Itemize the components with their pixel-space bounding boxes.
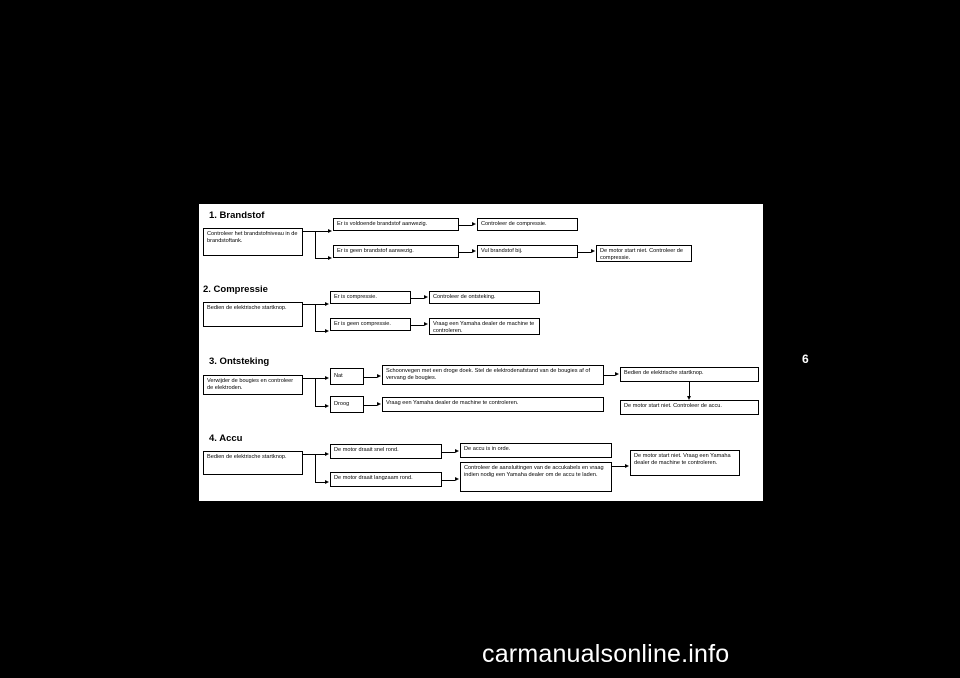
arrow-compressie-d xyxy=(411,298,424,299)
arrowhead-compressie-1 xyxy=(325,302,329,306)
box-brandstof-result-1: Controleer de compressie. xyxy=(477,218,578,231)
page-number: 6 xyxy=(802,352,809,366)
box-brandstof-start: Controleer het brandstofniveau in de brandstoftank. xyxy=(203,228,303,256)
arrow-compressie-b xyxy=(315,304,316,331)
arrowhead-compressie-2 xyxy=(325,329,329,333)
box-ontsteking-cond-2: Droog xyxy=(330,396,364,413)
arrowhead-brandstof-4 xyxy=(472,249,476,253)
arrowhead-ontsteking-4 xyxy=(377,402,381,406)
box-compressie-result-1: Controleer de ontsteking. xyxy=(429,291,540,304)
arrowhead-accu-2 xyxy=(325,480,329,484)
arrowhead-compressie-3 xyxy=(424,295,428,299)
arrow-brandstof-e xyxy=(459,252,472,253)
arrow-accu-f xyxy=(612,466,625,467)
arrowhead-ontsteking-5 xyxy=(615,372,619,376)
box-ontsteking-final-1: Bedien de elektrische startknop. xyxy=(620,367,759,382)
arrowhead-brandstof-1 xyxy=(328,229,332,233)
box-compressie-cond-2: Er is geen compressie. xyxy=(330,318,411,331)
box-accu-result-2: Controleer de aansluitingen van de accukabels en vraag indien nodig een Yamaha dealer om de accu te laden. xyxy=(460,462,612,492)
arrow-compressie-a xyxy=(303,304,325,305)
arrowhead-brandstof-3 xyxy=(472,222,476,226)
arrowhead-accu-5 xyxy=(625,464,629,468)
arrowhead-ontsteking-2 xyxy=(325,404,329,408)
arrowhead-accu-4 xyxy=(455,477,459,481)
arrowhead-brandstof-2 xyxy=(328,256,332,260)
arrow-ontsteking-c xyxy=(315,406,325,407)
troubleshooting-diagram-panel xyxy=(199,204,763,501)
arrow-accu-c xyxy=(315,482,325,483)
arrowhead-ontsteking-1 xyxy=(325,376,329,380)
box-brandstof-cond-2: Er is geen brandstof aanwezig. xyxy=(333,245,459,258)
arrow-ontsteking-a xyxy=(303,378,325,379)
arrowhead-accu-1 xyxy=(325,452,329,456)
arrow-brandstof-d xyxy=(459,225,472,226)
arrow-ontsteking-e xyxy=(364,405,377,406)
box-accu-start: Bedien de elektrische startknop. xyxy=(203,451,303,475)
box-ontsteking-result-2: Vraag een Yamaha dealer de machine te controleren. xyxy=(382,397,604,412)
box-ontsteking-result-1: Schoonvegen met een droge doek. Stel de elektrodenafstand van de bougies af of vervang de bougies. xyxy=(382,365,604,385)
arrow-ontsteking-b xyxy=(315,378,316,406)
section-title-accu: 4. Accu xyxy=(209,433,243,444)
site-watermark: carmanualsonline.info xyxy=(482,640,730,668)
box-accu-result-1: De accu is in orde. xyxy=(460,443,612,458)
arrow-ontsteking-d xyxy=(364,377,377,378)
arrow-ontsteking-g xyxy=(689,382,690,396)
section-title-brandstof: 1. Brandstof xyxy=(209,210,265,221)
box-brandstof-final: De motor start niet. Controleer de compressie. xyxy=(596,245,692,262)
arrow-brandstof-f xyxy=(578,252,591,253)
box-ontsteking-cond-1: Nat xyxy=(330,368,364,385)
section-title-ontsteking: 3. Ontsteking xyxy=(209,356,270,367)
arrow-accu-d xyxy=(442,452,455,453)
arrow-compressie-e xyxy=(411,325,424,326)
box-brandstof-result-2: Vul brandstof bij. xyxy=(477,245,578,258)
box-accu-cond-2: De motor draait langzaam rond. xyxy=(330,472,442,487)
section-title-compressie: 2. Compressie xyxy=(203,284,268,295)
box-accu-cond-1: De motor draait snel rond. xyxy=(330,444,442,459)
arrow-ontsteking-f xyxy=(604,375,615,376)
box-compressie-cond-1: Er is compressie. xyxy=(330,291,411,304)
arrow-brandstof-b xyxy=(315,231,316,258)
arrow-accu-b xyxy=(315,454,316,482)
box-brandstof-cond-1: Er is voldoende brandstof aanwezig. xyxy=(333,218,459,231)
box-ontsteking-final-2: De motor start niet. Controleer de accu. xyxy=(620,400,759,415)
arrow-compressie-c xyxy=(315,331,325,332)
box-accu-final: De motor start niet. Vraag een Yamaha dealer de machine te controleren. xyxy=(630,450,740,476)
arrow-brandstof-c xyxy=(315,258,328,259)
arrowhead-ontsteking-3 xyxy=(377,374,381,378)
arrowhead-compressie-4 xyxy=(424,322,428,326)
box-ontsteking-start: Verwijder de bougies en controleer de elektroden. xyxy=(203,375,303,395)
arrow-accu-e xyxy=(442,480,455,481)
box-compressie-start: Bedien de elektrische startknop. xyxy=(203,302,303,327)
box-compressie-result-2: Vraag een Yamaha dealer de machine te controleren. xyxy=(429,318,540,335)
arrowhead-accu-3 xyxy=(455,449,459,453)
arrow-accu-a xyxy=(303,454,325,455)
arrowhead-brandstof-5 xyxy=(591,249,595,253)
